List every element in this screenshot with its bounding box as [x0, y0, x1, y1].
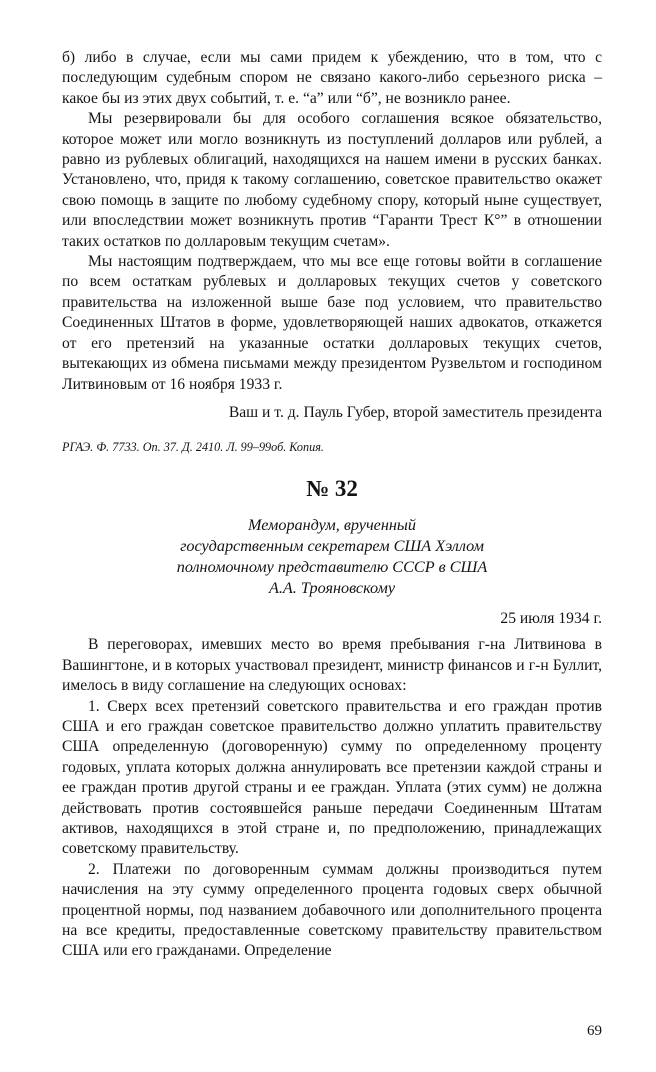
memorandum-paragraph: 1. Сверх всех претензий советского правительства и его граждан против США и его граждан советское правительство должно уплатить правительству США определенную (договоренную) сумму по определенному проценту годовых, уплата которых должна аннулировать все претензии каждой страны и ее граждан против другой страны и ее граждан. Уплата (этих сумм) не должна действовать против состоявшейся раньше передачи Соединенным Штатам активов, находящихся в этой стране и, по предположению, принадлежащих советскому правительству.	[62, 697, 602, 858]
document-title-line: Меморандум, врученный	[248, 516, 416, 535]
document-title	[62, 515, 602, 599]
memorandum-paragraph: 2. Платежи по договоренным суммам должны производиться путем начисления на эту сумму определенного процента годовых сверх обычной процентной нормы, под названием добавочного или дополнительного процента на все кредиты, предоставленные советскому правительству правительством США или его гражданами. Определение	[62, 860, 602, 960]
document-title-line: государственным секретарем США Хэллом	[180, 537, 484, 556]
continuation-paragraph-b: б) либо в случае, если мы сами придем к убеждению, что в том, что с последующим судебным спором не связано какого-либо серьезного риска – какое бы из этих двух событий, т. е. “а” или “б”, не возникло ранее.	[62, 49, 602, 107]
memorandum-paragraph: В переговорах, имевших место во время пребывания г-на Литвинова в Вашингтоне, и в которых участвовал президент, министр финансов и г-н Буллит, имелось в виду соглашение на следующих основах:	[62, 636, 602, 695]
archive-source-citation: РГАЭ. Ф. 7733. Оп. 37. Д. 2410. Л. 99–99об. Копия.	[62, 440, 324, 455]
page-number: 69	[587, 1023, 602, 1039]
memorandum-body	[62, 635, 602, 962]
document-number-heading: № 32	[306, 476, 358, 502]
document-title-line: полномочному представителю СССР в США	[176, 558, 488, 577]
document-date: 25 июля 1934 г.	[500, 610, 602, 628]
letter-paragraph: Мы настоящим подтверждаем, что мы все еще готовы войти в соглашение по всем остаткам рублевых и долларовых текущих счетов у советского правительства на изложенной выше базе под условием, что правительство Соединенных Штатов в форме, удовлетворяющей наших адвокатов, откажется от его претензий на указанные остатки долларовых текущих счетов, вытекающих из обмена письмами между президентом Рузвельтом и господином Литвиновым от 16 ноября 1933 г.	[62, 253, 602, 393]
document-page	[62, 48, 602, 962]
document-title-line: А.А. Трояновскому	[268, 579, 396, 598]
letter-signature: Ваш и т. д. Пауль Губер, второй заместитель президента	[228, 403, 602, 421]
letter-paragraph: Мы резервировали бы для особого соглашения всякое обязательство, которое может или могло возникнуть из поступлений долларов или рублей, а равно из рублевых облигаций, находящихся на нашем имени в русских банках. Установлено, что, придя к такому соглашению, советское правительство окажет свою помощь в защите по любому судебному спору, который ныне существует, или впоследствии может возникнуть против “Гаранти Трест К°” в отношении таких остатков по долларовым текущим счетам».	[62, 110, 602, 250]
